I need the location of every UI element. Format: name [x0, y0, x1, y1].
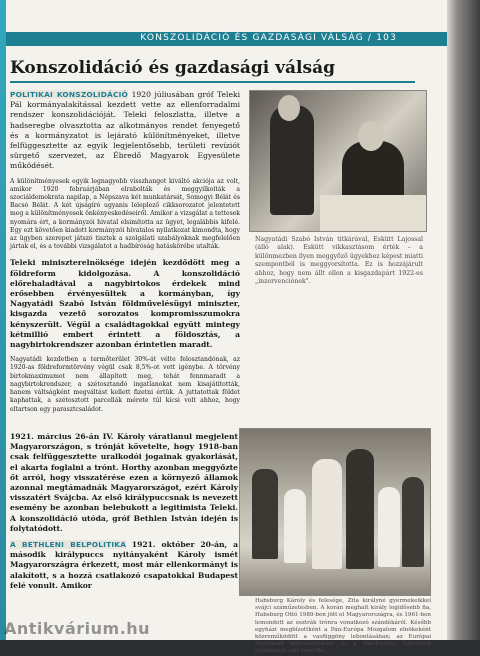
standing-figure-head	[278, 95, 300, 121]
small-paragraph-1: A különítményesek egyik legnagyobb visszhangot kiváltó akciója az volt, amikor 1920 februárjában elrabolták és meggyilkolták a szociáldemokrata napilap, a Népszava két munkatársát, Somogyi Bélát és Bacsó Bélát. A két újságíró ugyanis leleplező cikksorozatot jelentetett meg a különítményesek önkényeskedéseiről. Amikor a vizsgálat a tettesek nyomára ért, a kormányzói hivatal elsimította az ügyet, legalábbis kifelé. Egy ezt követően kiadott kormányzói hivatalos nyilatkozat kimondta, hogy az ügyben szerepet játszó tisztek a szolgálati szabályoknak megfelelően jártak el, és a további vizsgálatot a hadbíróság hatáskörébe utalták.	[10, 177, 240, 251]
section1-kicker: POLITIKAI KONSZOLIDÁCIÓ	[10, 90, 129, 99]
section1-text: 1920 júliusában gróf Teleki Pál kormányalakítással kezdett vette az ellenforradalmi rendszer konszolidációját. Teleki feloszlatta, illetve a hadseregbe olvasztotta az alkotmányos rendet fenyegető és a kormányzatot is lejárató különítményeket, illetve felfüggesztette az egyik legjelentősebb, területi revíziót sürgető szervezet, az Ébredő Magyarok Egyesülete működését.	[10, 90, 241, 171]
section3-text: 1921. október 20-án, a második királypuccs nyitányaként Károly ismét Magyarországra érkezett, most már ellenkormányt is alakított, s a hozzá csatlakozó csapatokkal Budapest felé vonult. Amikor	[10, 540, 238, 590]
caption-bottom: Habsburg Károly és felesége, Zita királyné gyermekeikkel svájci száműzetésben. A korán meghalt király legidősebb fia, Habsburg Ottó 1989-ben jött el Magyarországra, és 1961-ben lemondott az osztrák trónra vonatkozó szándékáról. Később egyházi megbízottként a Pán-Európa Mozgalom elnökeként közreműködött a vasfüggöny lebontásában; az Európai Parlament képviselőjeként és a Pán-Európa Szövetség elnökeként vált ismertté.	[255, 598, 431, 655]
watermark: Antikvárium.hu	[4, 619, 151, 638]
margin-color-bar	[0, 0, 6, 640]
section3-kicker: A BETHLENI BELPOLITIKA	[10, 540, 127, 550]
desk	[320, 195, 426, 231]
figure-1	[252, 469, 278, 559]
running-head: KONSZOLIDÁCIÓ ÉS GAZDASÁGI VÁLSÁG / 103	[140, 33, 397, 43]
title-rule	[10, 81, 415, 83]
figure-zita	[312, 459, 342, 569]
caption-top: Nagyatádi Szabó István titkárával, Eskütt Lajossal (álló alak). Eskütt vikkasztásom érték – a különmezben ilyen meggyőző ügyekhez képest miatti szempontból is meggyorsította. Ez is hozzájárult ahhoz, hogy nem állt ellen a kisgazdapárt 1922-es „inzervenciónek".	[255, 236, 423, 286]
small-paragraph-2: Nagyatádi kezdetben a termőterület 30%-át vélte felosztandónak, az 1920-as földreformtörvény végül csak 8,5%-ot vett igénybe. A törvény birtokmaximumot nem állapított meg, tehát fennmaradt a nagybirtokrendszer, a szétosztandó ingatlanokat nem kisajátították, hanem váltságként megváltást kellett fizetni értük. A juttatottak földet kaphattak, a szétosztott parcellák mérete túl kicsi volt ahhoz, hogy eltartson egy parasztcsaládot.	[10, 356, 240, 413]
section1-paragraph	[10, 90, 240, 172]
figure-child-2	[402, 477, 424, 567]
seated-figure-head	[358, 121, 384, 151]
photo-nagyatadi	[249, 90, 427, 232]
figure-2	[284, 489, 306, 563]
figure-karoly	[346, 449, 374, 569]
section2-paragraph: 1921. március 26-án IV. Károly váratlanul megjelent Magyarországon, s trónját követelte, hogy 1918-ban csak felfüggesztette uralkodói jogainak gyakorlását, el akarta foglalni a trónt. Horthy azonban meggyőzte őt arról, hogy visszatérése ezen a környező államok azonnal megtámadnák Magyarországot, ezért Károly visszatért Svájcba. Az első királypuccsnak is nevezett esemény be azonban belebukott a legitimista Teleki. A konszolidáció utóda, gróf Bethlen István idején is folytatódott.	[10, 432, 238, 533]
page-title: Konszolidáció és gazdasági válság	[10, 58, 335, 78]
photo-habsburg-family	[239, 428, 431, 596]
standing-figure-silhouette	[270, 105, 314, 215]
left-column-top	[10, 90, 240, 414]
figure-child	[378, 487, 400, 567]
left-column-bottom	[10, 432, 238, 591]
page-edge-background	[447, 0, 480, 640]
section3-paragraph	[10, 540, 238, 591]
section1b-paragraph: Teleki miniszterelnöksége idején kezdődött meg a földreform kidolgozása. A konszolidáció előrehaladtával a nagybirtokos érdekek mind erősebben érvényesültek a kormányban, így Nagyatádi Szabó István földművelésügyi miniszter, kisgazda vezető sorozatos kompromisszumokra kényszerült. Végül a családtagokkal együtt mintegy kétmillió embert érintett a földosztás, a nagybirtokrendszer azonban érintetlen maradt.	[10, 258, 240, 350]
